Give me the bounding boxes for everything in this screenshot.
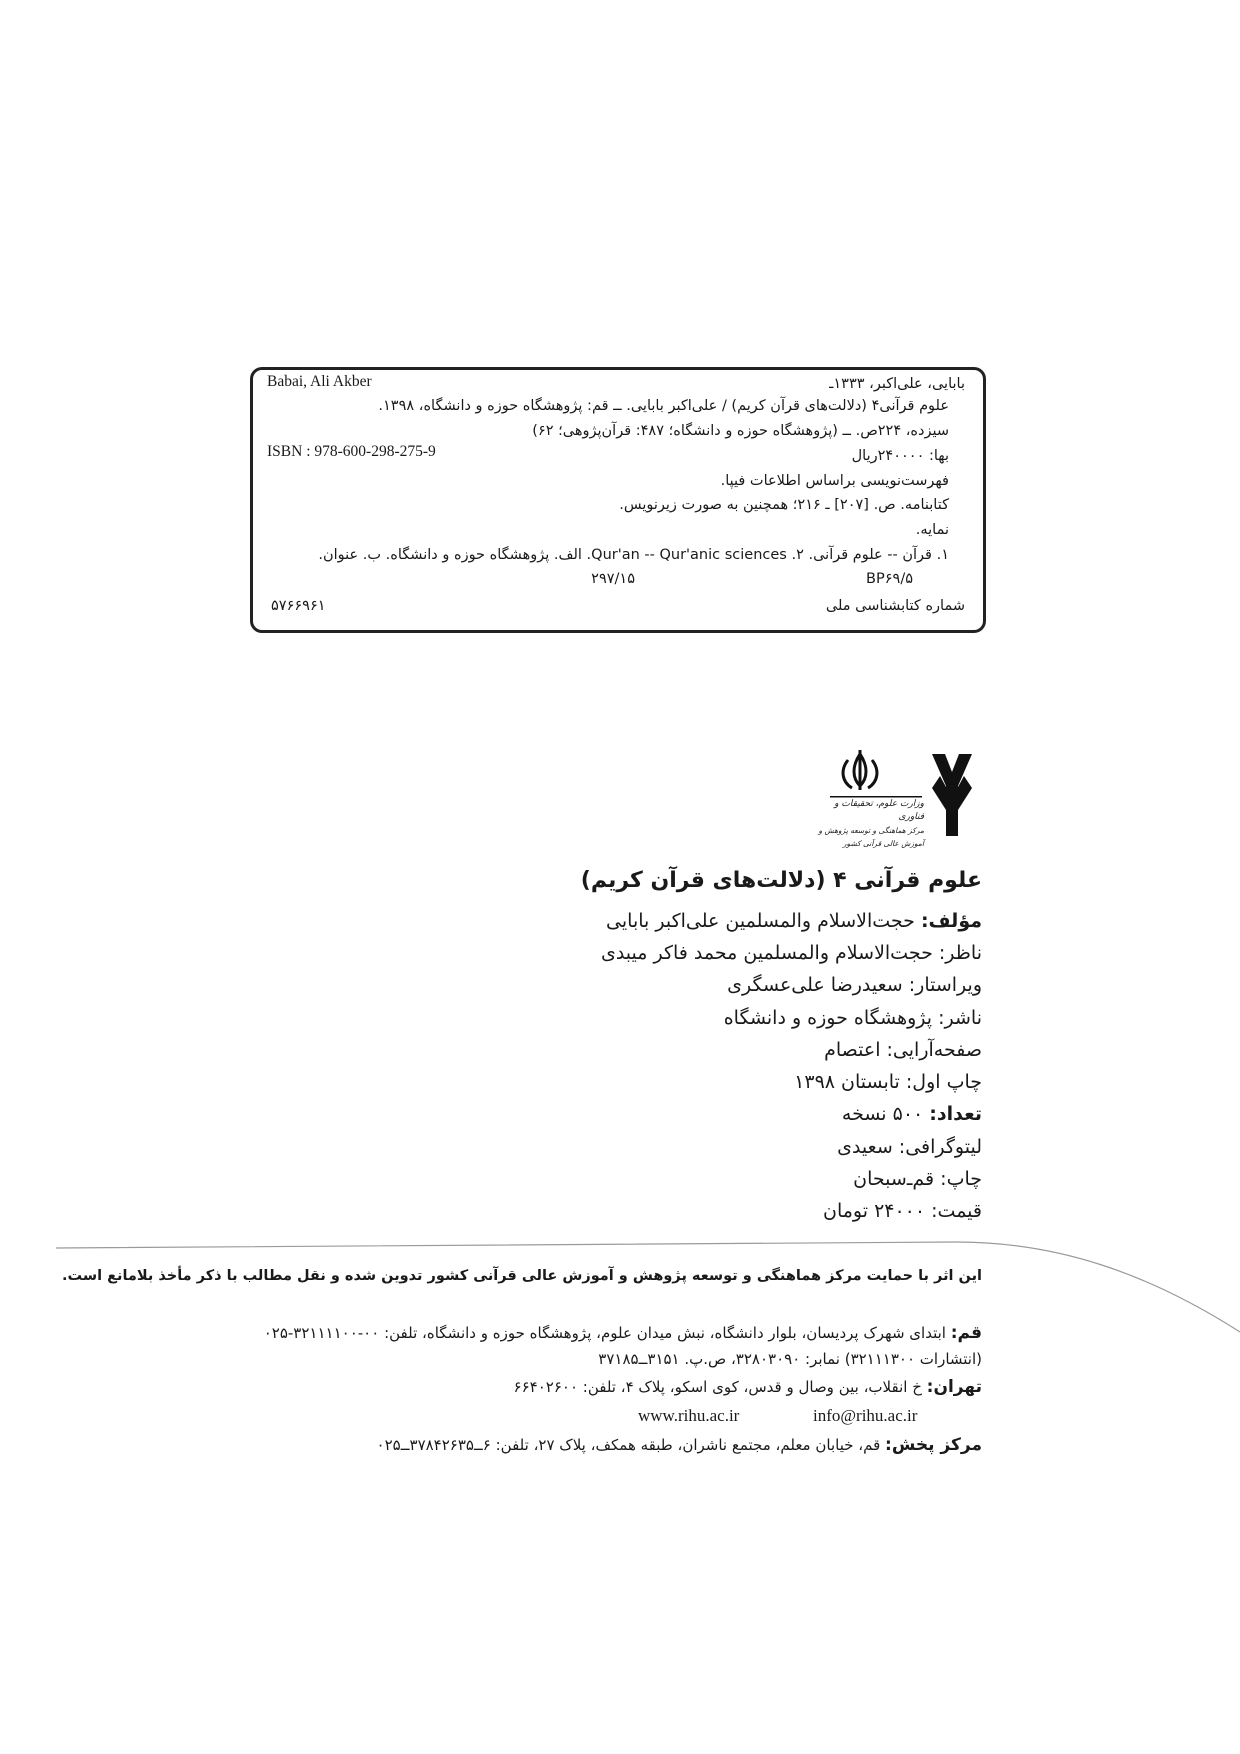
address-distribution [377, 1435, 982, 1455]
credit-label: قیمت: [931, 1200, 982, 1222]
cip-national-no-value: ۵۷۶۶۹۶۱ [271, 598, 326, 614]
credit-label: ناشر: [938, 1007, 982, 1029]
cip-isbn: ISBN : 978-600-298-275-9 [267, 443, 436, 460]
credit-value: ۵۰۰ نسخه [841, 1103, 924, 1125]
support-note: این اثر با حمایت مرکز هماهنگی و توسعه پژوهش و آموزش عالی قرآنی کشور تدوین شده و نقل مطالب با ذکر مأخذ بلامانع است. [62, 1268, 982, 1284]
credit-value: ۲۴۰۰۰ تومان [823, 1200, 926, 1222]
credit-printing [853, 1168, 982, 1190]
credit-label: صفحه‌آرایی: [886, 1039, 982, 1061]
cip-index-note: نمایه. [915, 522, 949, 538]
address-label: تهران: [926, 1377, 982, 1397]
credit-value: تابستان ۱۳۹۸ [794, 1071, 900, 1093]
credit-value: حجت‌الاسلام والمسلمین محمد فاکر میبدی [600, 942, 933, 964]
website-link[interactable]: www.rihu.ac.ir [638, 1406, 740, 1425]
cip-class-dewey: ۲۹۷/۱۵ [591, 571, 635, 587]
cip-price: بها: ۲۴۰۰۰۰ریال [851, 448, 949, 464]
credit-value: سعیدرضا علی‌عسگری [727, 974, 903, 996]
credit-label: چاپ: [940, 1168, 982, 1190]
cip-record-box [250, 367, 986, 633]
cip-subjects: ۱. قرآن -- علوم قرآنی. ۲. Qur'an -- Qur'anic sciences. الف. پژوهشگاه حوزه و دانشگاه. ب. عنوان. [318, 547, 949, 563]
cip-latin-author: Babai, Ali Akber [267, 373, 372, 390]
cip-class-bp: BP۶۹/۵ [866, 571, 913, 587]
cip-national-no-label: شماره کتابشناسی ملی [825, 598, 965, 614]
cip-author: بابایی، علی‌اکبر، ۱۳۳۳ـ [829, 376, 965, 392]
publisher-logos [812, 748, 988, 848]
cip-bibliography: کتابنامه. ص. [۲۰۷] ـ ۲۱۶؛ همچنین به صورت زیرنویس. [619, 497, 949, 513]
credit-layout [824, 1039, 982, 1061]
cip-pagination: سیزده، ۲۲۴ص. ــ (پژوهشگاه حوزه و دانشگاه؛ ۴۸۷: قرآن‌پژوهی؛ ۶۲) [532, 423, 949, 439]
address-text: خ انقلاب، بین وصال و قدس، کوی اسکو، پلاک ۴، تلفن: ۶۶۴۰۲۶۰۰ [513, 1378, 922, 1396]
credit-publisher [724, 1007, 982, 1029]
cip-title: علوم قرآنی۴ (دلالت‌های قرآن کریم) / علی‌اکبر بابایی. ــ قم: پژوهشگاه حوزه و دانشگاه، ۱۳۹۸. [378, 398, 949, 414]
credit-value: اعتصام [824, 1039, 881, 1061]
credit-first-print [794, 1071, 982, 1093]
credit-value: قم‌ـ‌سبحان [853, 1168, 935, 1190]
address-tehran [514, 1377, 982, 1397]
credit-value: پژوهشگاه حوزه و دانشگاه [723, 1007, 933, 1029]
book-title: علوم قرآنی ۴ (دلالت‌های قرآن کریم) [580, 868, 982, 893]
credit-label: لیتوگرافی: [898, 1136, 982, 1158]
center-name: مرکز هماهنگی و توسعه پژوهش و آموزش عالی قرآنی کشور [818, 826, 924, 848]
credit-author [606, 910, 982, 932]
cip-fipa-note: فهرست‌نویسی براساس اطلاعات فیپا. [720, 473, 949, 489]
credit-label: چاپ اول: [905, 1071, 982, 1093]
credit-copies [842, 1103, 982, 1125]
credit-lithography [837, 1136, 982, 1158]
credit-label: مؤلف: [920, 910, 982, 932]
address-qom-contacts: (انتشارات ۳۲۱۱۱۳۰۰) نمابر: ۳۲۸۰۳۰۹۰، ص.پ. ۳۱۵۱ــ۳۷۱۸۵ [598, 1350, 982, 1368]
credit-label: ناظر: [938, 942, 982, 964]
ministry-name: وزارت علوم، تحقیقات و فناوری [834, 799, 924, 822]
credit-editor [727, 974, 982, 996]
credit-label: ویراستار: [908, 974, 982, 996]
email-link[interactable]: info@rihu.ac.ir [813, 1406, 918, 1425]
credit-value: حجت‌الاسلام والمسلمین علی‌اکبر بابایی [606, 910, 915, 932]
credit-label: تعداد: [929, 1103, 982, 1125]
address-text: ابتدای شهرک پردیسان، بلوار دانشگاه، نبش میدان علوم، پژوهشگاه حوزه و دانشگاه، تلفن: ۰۰-۳۲۱۱۱۱۰۰-۰۲۵ [263, 1324, 946, 1342]
credit-supervisor [601, 942, 982, 964]
credit-value: سعیدی [837, 1136, 893, 1158]
address-label: قم: [950, 1323, 982, 1343]
address-qom [264, 1323, 982, 1343]
address-label: مرکز پخش: [885, 1435, 982, 1455]
address-text: قم، خیابان معلم، مجتمع ناشران، طبقه همکف، پلاک ۲۷، تلفن: ۶ــ۳۷۸۴۲۶۳۵ــ۰۲۵ [376, 1436, 881, 1454]
credit-price [823, 1200, 982, 1222]
